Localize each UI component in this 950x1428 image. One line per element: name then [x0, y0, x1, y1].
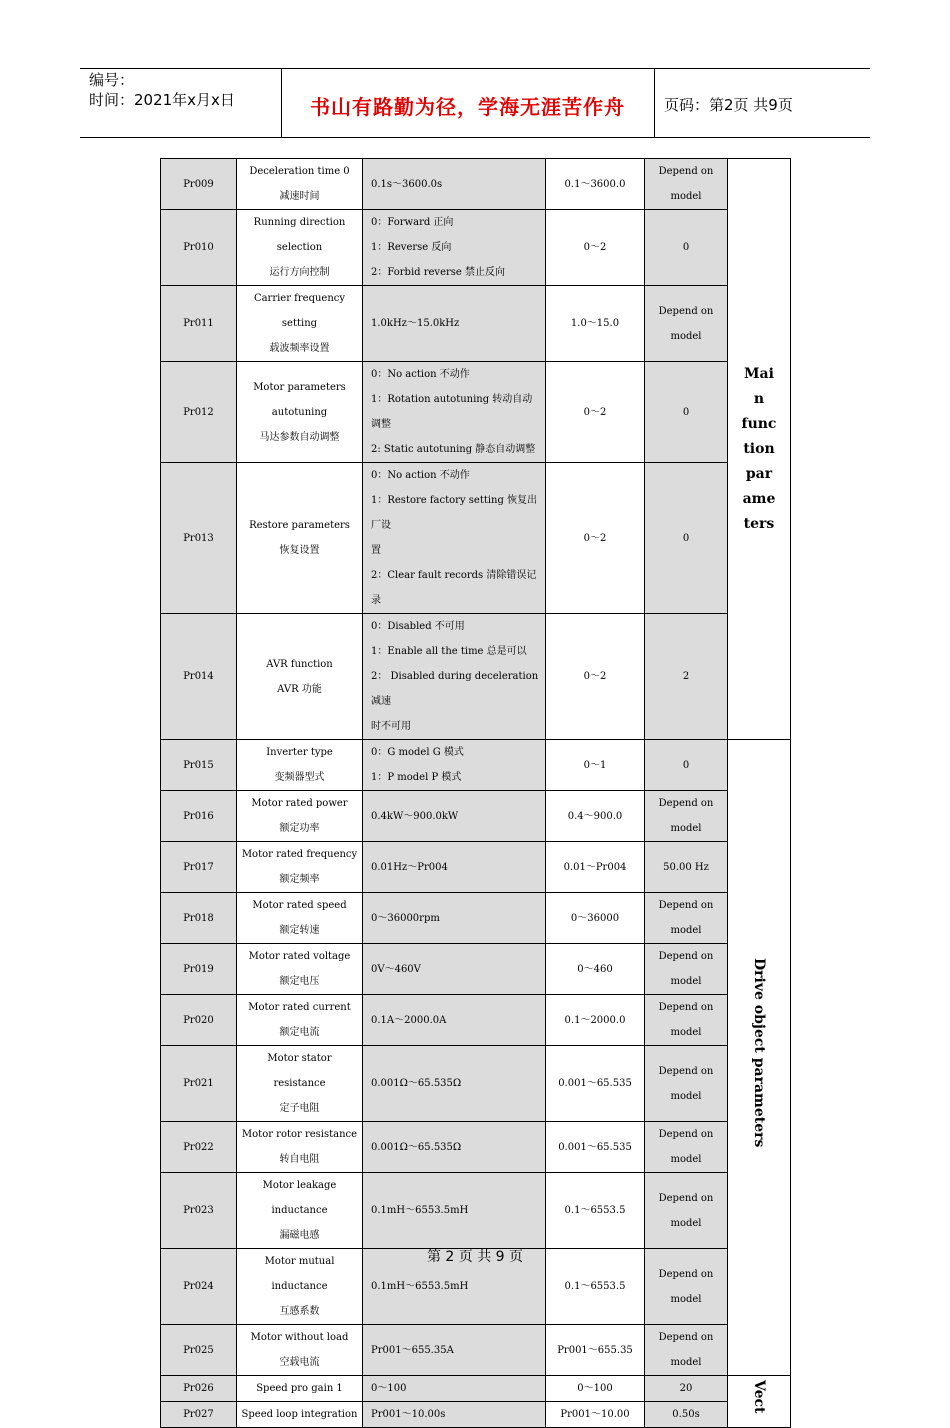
section-label-line: par [745, 465, 773, 482]
param-code: Pr017 [161, 842, 237, 893]
param-setting-range: 0～2 [546, 614, 645, 740]
param-name-line: Motor without load [250, 1332, 349, 1343]
param-setting-range: 0.1～2000.0 [546, 995, 645, 1046]
param-range [363, 1046, 546, 1122]
param-setting-range: Pr001～655.35 [546, 1325, 645, 1376]
section-label-line: ters [743, 515, 775, 532]
param-default [645, 286, 728, 362]
param-name-line: 马达参数自动调整 [259, 431, 340, 443]
table-row [161, 740, 791, 791]
page-footer: 第 2 页 共 9 页 [426, 1249, 524, 1265]
table-row [161, 842, 791, 893]
param-name-line: Motor rated current [248, 1002, 351, 1013]
param-name-line: Speed loop integration [241, 1409, 358, 1420]
header-meta-cell [80, 69, 282, 137]
param-range-line: 0～100 [371, 1383, 407, 1394]
param-code: Pr023 [161, 1173, 237, 1249]
param-range-line: 1：Restore factory setting 恢复出厂设 [371, 495, 538, 531]
param-code: Pr021 [161, 1046, 237, 1122]
param-name [237, 740, 363, 791]
param-code: Pr011 [161, 286, 237, 362]
param-range-line: 0.001Ω～65.535Ω [371, 1141, 462, 1153]
param-default-line: Depend on [658, 305, 714, 317]
param-default [645, 1046, 728, 1122]
section-label-line: ame [742, 490, 776, 507]
param-range-line: 0：No action 不动作 [371, 369, 470, 380]
parameter-table [160, 158, 791, 1428]
param-setting-range: Pr001～10.00 [546, 1402, 645, 1428]
param-range-line: 0：Forward 正向 [371, 217, 454, 228]
param-default-line: Depend on [658, 1192, 714, 1204]
param-default [645, 614, 728, 740]
param-range-line: Pr001～10.00s [371, 1409, 446, 1420]
param-default-line: model [670, 1154, 702, 1165]
param-code: Pr022 [161, 1122, 237, 1173]
param-name-line: 载波频率设置 [269, 343, 330, 354]
param-default-line: 50.00 Hz [663, 861, 709, 873]
table-row [161, 210, 791, 286]
param-default [645, 463, 728, 614]
param-name [237, 1402, 363, 1428]
parameter-table-body [161, 159, 791, 1428]
param-name-line: Deceleration time 0 [249, 166, 350, 177]
param-range-line: 0～36000rpm [371, 912, 440, 924]
section-label [728, 1376, 791, 1428]
param-name-line: 转自电阻 [279, 1154, 320, 1165]
param-default-line: 20 [679, 1383, 693, 1394]
param-default-line: Depend on [658, 798, 714, 809]
param-setting-range: 0.001～65.535 [546, 1046, 645, 1122]
param-name [237, 1122, 363, 1173]
param-name-line: Motor mutual inductance [264, 1256, 335, 1292]
param-default-line: Depend on [658, 1002, 714, 1013]
param-default-line: model [670, 823, 702, 834]
param-range [363, 1402, 546, 1428]
param-default [645, 1402, 728, 1428]
param-default-line: 0 [682, 759, 690, 771]
param-name-line: 额定电压 [279, 976, 320, 987]
param-setting-range: 0.001～65.535 [546, 1122, 645, 1173]
table-row [161, 995, 791, 1046]
param-code: Pr016 [161, 791, 237, 842]
param-range-line: Pr001～655.35A [371, 1344, 454, 1356]
section-label-line: tion [743, 440, 775, 457]
param-default [645, 210, 728, 286]
param-default-line: model [670, 191, 702, 202]
param-name-line: Motor rated speed [252, 900, 347, 911]
param-range-line: 0：Disabled 不可用 [371, 621, 465, 632]
header-page-cell [655, 69, 870, 137]
param-code: Pr027 [161, 1402, 237, 1428]
param-default-line: model [670, 330, 702, 342]
param-range [363, 614, 546, 740]
param-name-line: 减速时间 [279, 191, 320, 202]
param-default-line: Depend on [658, 1268, 714, 1280]
param-range-line: 1：Reverse 反向 [371, 242, 452, 253]
param-default-line: Depend on [658, 1129, 714, 1140]
param-default [645, 1122, 728, 1173]
param-name [237, 944, 363, 995]
param-name-line: Motor leakage inductance [262, 1180, 337, 1216]
param-name-line: Motor rotor resistance [241, 1129, 358, 1140]
param-setting-range: 0～2 [546, 210, 645, 286]
param-name [237, 1046, 363, 1122]
param-code: Pr018 [161, 893, 237, 944]
time-label: 时间：2021年x月x日 [89, 91, 235, 109]
param-name-line: autotuning [271, 406, 328, 418]
param-range [363, 1325, 546, 1376]
param-name [237, 210, 363, 286]
param-code: Pr009 [161, 159, 237, 210]
param-range [363, 944, 546, 995]
param-code: Pr020 [161, 995, 237, 1046]
param-code: Pr010 [161, 210, 237, 286]
param-name [237, 1173, 363, 1249]
param-name-line: AVR 功能 [277, 683, 322, 695]
param-range [363, 159, 546, 210]
param-name [237, 791, 363, 842]
param-default-line: 0 [682, 532, 690, 544]
param-name [237, 614, 363, 740]
param-range [363, 463, 546, 614]
param-range [363, 893, 546, 944]
table-row [161, 614, 791, 740]
param-setting-range: 0～2 [546, 463, 645, 614]
section-label-line: n [753, 390, 765, 407]
param-setting-range: 0.4～900.0 [546, 791, 645, 842]
param-name-line: 额定功率 [279, 823, 320, 834]
param-name-line: Restore parameters [249, 520, 350, 531]
section-label-text: Vect [751, 1380, 767, 1414]
param-range-line: 0V～460V [371, 963, 421, 975]
param-range-line: 2：Forbid reverse 禁止反向 [371, 267, 506, 278]
table-row [161, 463, 791, 614]
param-range-line: 0.1mH～6553.5mH [371, 1205, 469, 1216]
param-setting-range: 0～460 [546, 944, 645, 995]
param-range-line: 1：Rotation autotuning 转动自动调整 [371, 394, 533, 430]
table-row [161, 1402, 791, 1428]
param-default-line: model [670, 1027, 702, 1038]
param-name-line: selection [276, 242, 323, 253]
param-name-line: Motor parameters [253, 381, 346, 393]
param-default [645, 893, 728, 944]
param-default-line: Depend on [658, 1065, 714, 1077]
param-default-line: 0 [682, 242, 690, 253]
table-row [161, 362, 791, 463]
param-range-line: 时不可用 [371, 721, 411, 732]
param-setting-range: 0.1～3600.0 [546, 159, 645, 210]
param-range-line: 0.001Ω～65.535Ω [371, 1078, 462, 1089]
table-row [161, 1173, 791, 1249]
param-default-line: Depend on [658, 1332, 714, 1343]
param-default-line: Depend on [658, 166, 714, 177]
param-range-line: 0.4kW～900.0kW [371, 810, 459, 822]
param-name-line: 互感系数 [279, 1306, 320, 1317]
param-name-line: AVR function [266, 658, 333, 670]
section-label [728, 740, 791, 1376]
table-row [161, 944, 791, 995]
param-default [645, 362, 728, 463]
param-default [645, 1173, 728, 1249]
param-range-line: 0.1s～3600.0s [371, 178, 443, 190]
param-default-line: model [670, 1217, 702, 1229]
param-range-line: 1：Enable all the time 总是可以 [371, 646, 527, 657]
param-name-line: Speed pro gain 1 [256, 1383, 343, 1394]
table-row [161, 159, 791, 210]
param-name-line: 额定转速 [279, 925, 320, 936]
param-default-line: Depend on [658, 900, 714, 911]
param-name [237, 286, 363, 362]
table-row [161, 286, 791, 362]
param-range-line: 0.01Hz～Pr004 [371, 861, 448, 873]
header-motto-cell [281, 69, 655, 137]
table-row [161, 1046, 791, 1122]
param-name-line: 空载电流 [279, 1357, 320, 1368]
param-name [237, 1376, 363, 1402]
param-name-line: Running direction [253, 217, 346, 228]
param-default-line: 0.50s [672, 1409, 700, 1420]
param-default-line: model [670, 1293, 702, 1305]
param-code: Pr015 [161, 740, 237, 791]
param-default-line: model [670, 976, 702, 987]
section-label-text: Drive object parameters [751, 958, 767, 1148]
param-range-line: 0.1A～2000.0A [371, 1014, 447, 1026]
section-label-line: func [741, 415, 777, 432]
param-name [237, 995, 363, 1046]
param-default [645, 1325, 728, 1376]
param-range [363, 740, 546, 791]
page-header [80, 68, 870, 138]
param-name [237, 842, 363, 893]
param-name-line: Motor rated voltage [248, 951, 351, 962]
param-code: Pr014 [161, 614, 237, 740]
section-label-line: Mai [744, 365, 774, 382]
param-default [645, 995, 728, 1046]
param-code: Pr024 [161, 1249, 237, 1325]
param-default [645, 944, 728, 995]
param-default-line: 2 [682, 671, 690, 682]
param-setting-range: 0～36000 [546, 893, 645, 944]
param-range-line: 1：P model P 模式 [371, 772, 462, 783]
param-default-line: Depend on [658, 951, 714, 962]
param-name-line: 额定频率 [279, 874, 320, 885]
param-name [237, 159, 363, 210]
param-code: Pr025 [161, 1325, 237, 1376]
param-range [363, 1376, 546, 1402]
param-range-line: 0.1mH～6553.5mH [371, 1281, 469, 1292]
param-range [363, 995, 546, 1046]
motto: 书山有路勤为径，学海无涯苦作舟 [310, 95, 625, 119]
table-row [161, 1122, 791, 1173]
param-default [645, 791, 728, 842]
param-default [645, 740, 728, 791]
param-default [645, 159, 728, 210]
param-name-line: Motor rated frequency [241, 849, 358, 860]
table-row [161, 1376, 791, 1402]
param-name-line: 变频器型式 [274, 772, 325, 783]
param-range-line: 2: Static autotuning 静态自动调整 [371, 444, 536, 455]
param-name-line: 恢复设置 [279, 545, 320, 556]
table-row [161, 791, 791, 842]
param-setting-range: 0～100 [546, 1376, 645, 1402]
param-name-line: Carrier frequency setting [253, 293, 346, 329]
param-name-line: 额定电流 [279, 1027, 320, 1038]
param-range [363, 362, 546, 463]
param-range-line: 0：No action 不动作 [371, 470, 470, 481]
param-name [237, 1325, 363, 1376]
param-setting-range: 0.1～6553.5 [546, 1173, 645, 1249]
serial-label: 编号： [89, 71, 135, 89]
param-range-line: 2：Clear fault records 清除错误记录 [371, 570, 537, 606]
param-default [645, 1376, 728, 1402]
param-name-line: Motor stator resistance [267, 1053, 332, 1089]
param-range [363, 286, 546, 362]
param-range-line: 0：G model G 模式 [371, 747, 464, 758]
param-setting-range: 1.0～15.0 [546, 286, 645, 362]
param-name-line: 运行方向控制 [269, 267, 330, 278]
page-label: 页码：第2页 共9页 [664, 96, 793, 114]
param-code: Pr019 [161, 944, 237, 995]
param-name-line: Motor rated power [251, 798, 348, 809]
param-setting-range: 0.01～Pr004 [546, 842, 645, 893]
param-range [363, 1122, 546, 1173]
param-range-line: 置 [371, 545, 381, 556]
param-range [363, 1173, 546, 1249]
param-default-line: 0 [682, 406, 690, 418]
param-range [363, 842, 546, 893]
param-name-line: 定子电阻 [279, 1103, 320, 1114]
param-code: Pr026 [161, 1376, 237, 1402]
param-setting-range: 0～2 [546, 362, 645, 463]
table-row [161, 1325, 791, 1376]
param-default [645, 842, 728, 893]
param-default-line: model [670, 925, 702, 936]
param-setting-range: 0～1 [546, 740, 645, 791]
param-range [363, 210, 546, 286]
param-range-line: 2： Disabled during deceleration 减速 [371, 671, 539, 707]
param-name [237, 893, 363, 944]
param-setting-range: 0.1～6553.5 [546, 1249, 645, 1325]
param-default-line: model [670, 1357, 702, 1368]
param-range-line: 1.0kHz～15.0kHz [371, 318, 460, 329]
param-code: Pr013 [161, 463, 237, 614]
param-code: Pr012 [161, 362, 237, 463]
param-default-line: model [670, 1090, 702, 1102]
param-range [363, 791, 546, 842]
param-name [237, 463, 363, 614]
table-row [161, 893, 791, 944]
param-name-line: 漏磁电感 [279, 1230, 320, 1241]
section-label [728, 159, 791, 740]
param-name [237, 362, 363, 463]
param-name-line: Inverter type [266, 747, 333, 758]
